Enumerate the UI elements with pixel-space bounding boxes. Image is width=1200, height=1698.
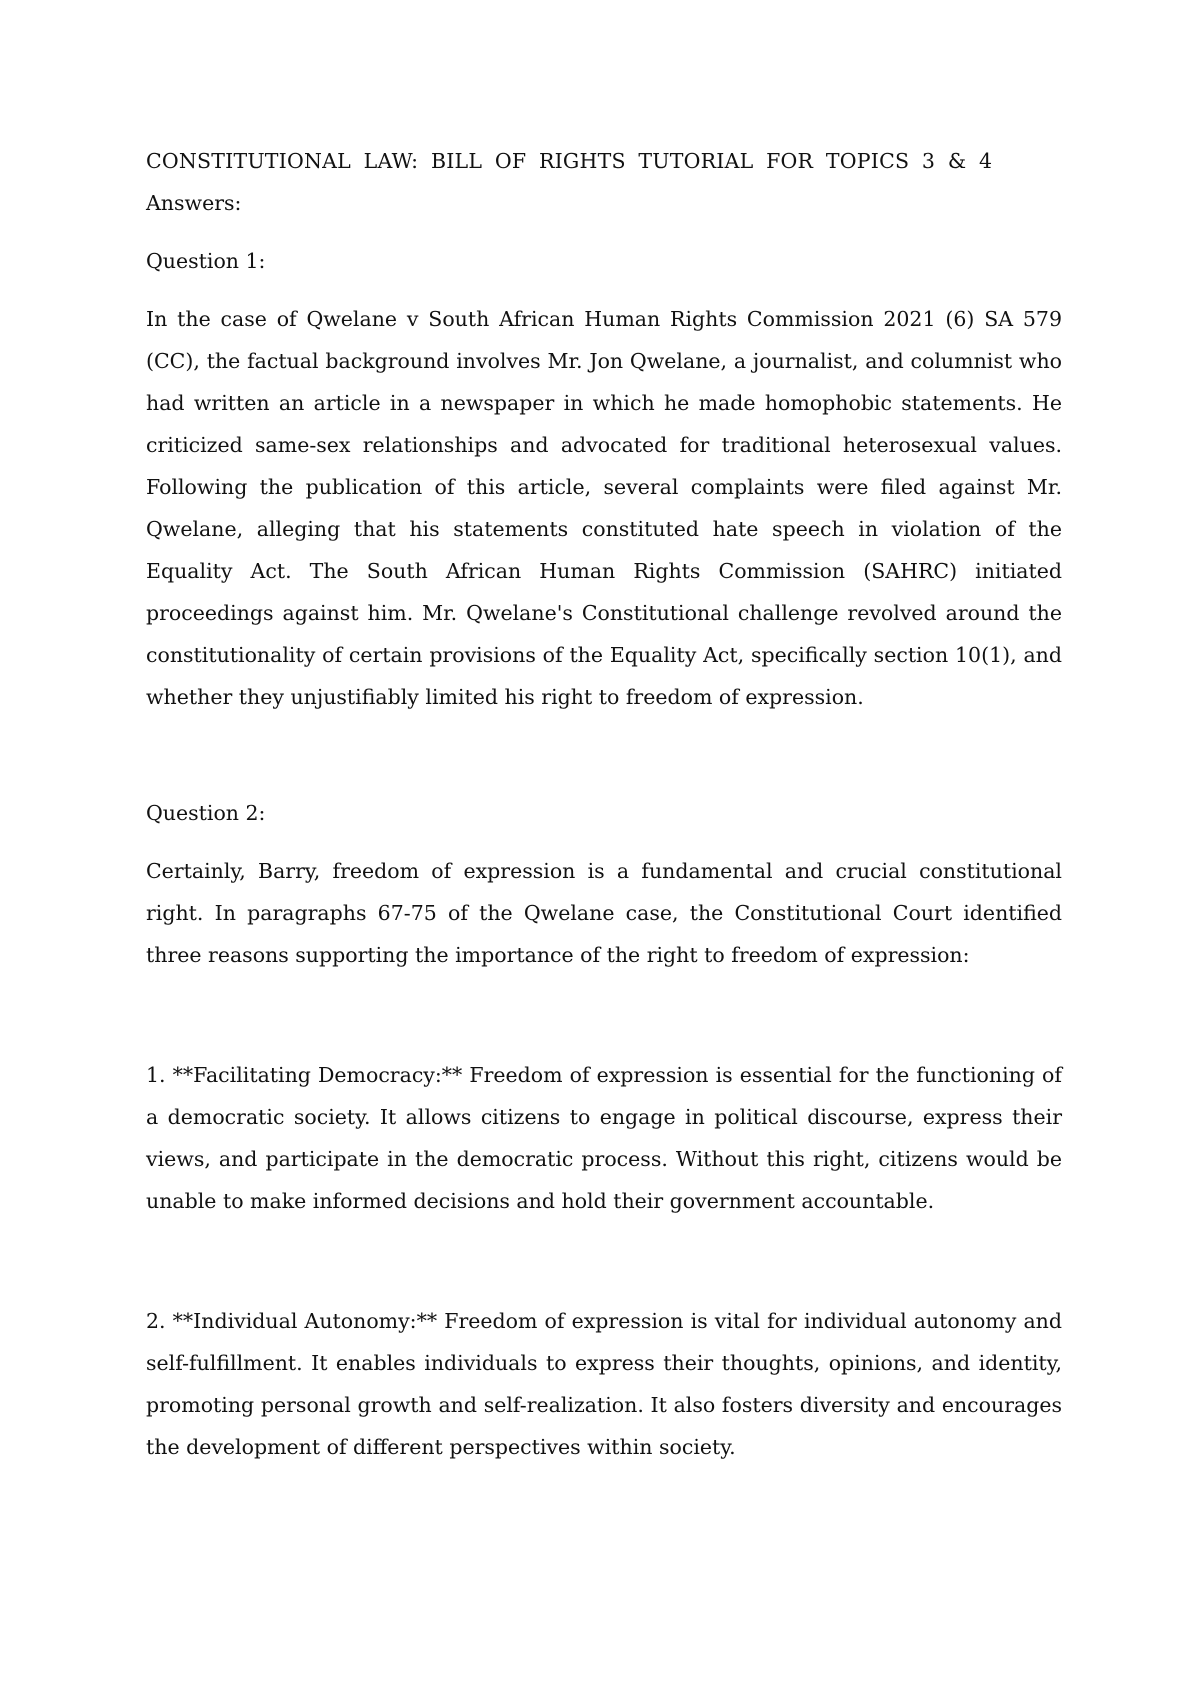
document-title: CONSTITUTIONAL LAW: BILL OF RIGHTS TUTORIAL FOR TOPICS 3 & 4 [146, 149, 993, 173]
question-2-point-2: 2. **Individual Autonomy:** Freedom of expression is vital for individual autonomy and self-fulfillment. It enables individuals to express their thoughts, opinions, and identity, promoting personal growth and self-realization. It also fosters diversity and encourages the development of different perspectives within society. [146, 1309, 1062, 1459]
document-body [146, 140, 1062, 1468]
question-2-heading: Question 2: [146, 801, 266, 825]
question-2-point-1: 1. **Facilitating Democracy:** Freedom of expression is essential for the functioning of a democratic society. It allows citizens to engage in political discourse, express their views, and participate in the democratic process. Without this right, citizens would be unable to make informed decisions and hold their government accountable. [146, 1063, 1062, 1213]
answers-label: Answers: [146, 191, 242, 215]
question-2-intro: Certainly, Barry, freedom of expression is a fundamental and crucial constitutional right. In paragraphs 67-75 of the Qwelane case, the Constitutional Court identified three reasons supporting the importance of the right to freedom of expression: [146, 859, 1062, 967]
question-1-heading: Question 1: [146, 249, 266, 273]
question-1-body: In the case of Qwelane v South African Human Rights Commission 2021 (6) SA 579 (CC), the factual background involves Mr. Jon Qwelane, a journalist, and columnist who had written an article in a newspaper in which he made homophobic statements. He criticized same-sex relationships and advocated for traditional heterosexual values. Following the publication of this article, several complaints were filed against Mr. Qwelane, alleging that his statements constituted hate speech in violation of the Equality Act. The South African Human Rights Commission (SAHRC) initiated proceedings against him. Mr. Qwelane's Constitutional challenge revolved around the constitutionality of certain provisions of the Equality Act, specifically section 10(1), and whether they unjustifiably limited his right to freedom of expression. [146, 307, 1062, 709]
